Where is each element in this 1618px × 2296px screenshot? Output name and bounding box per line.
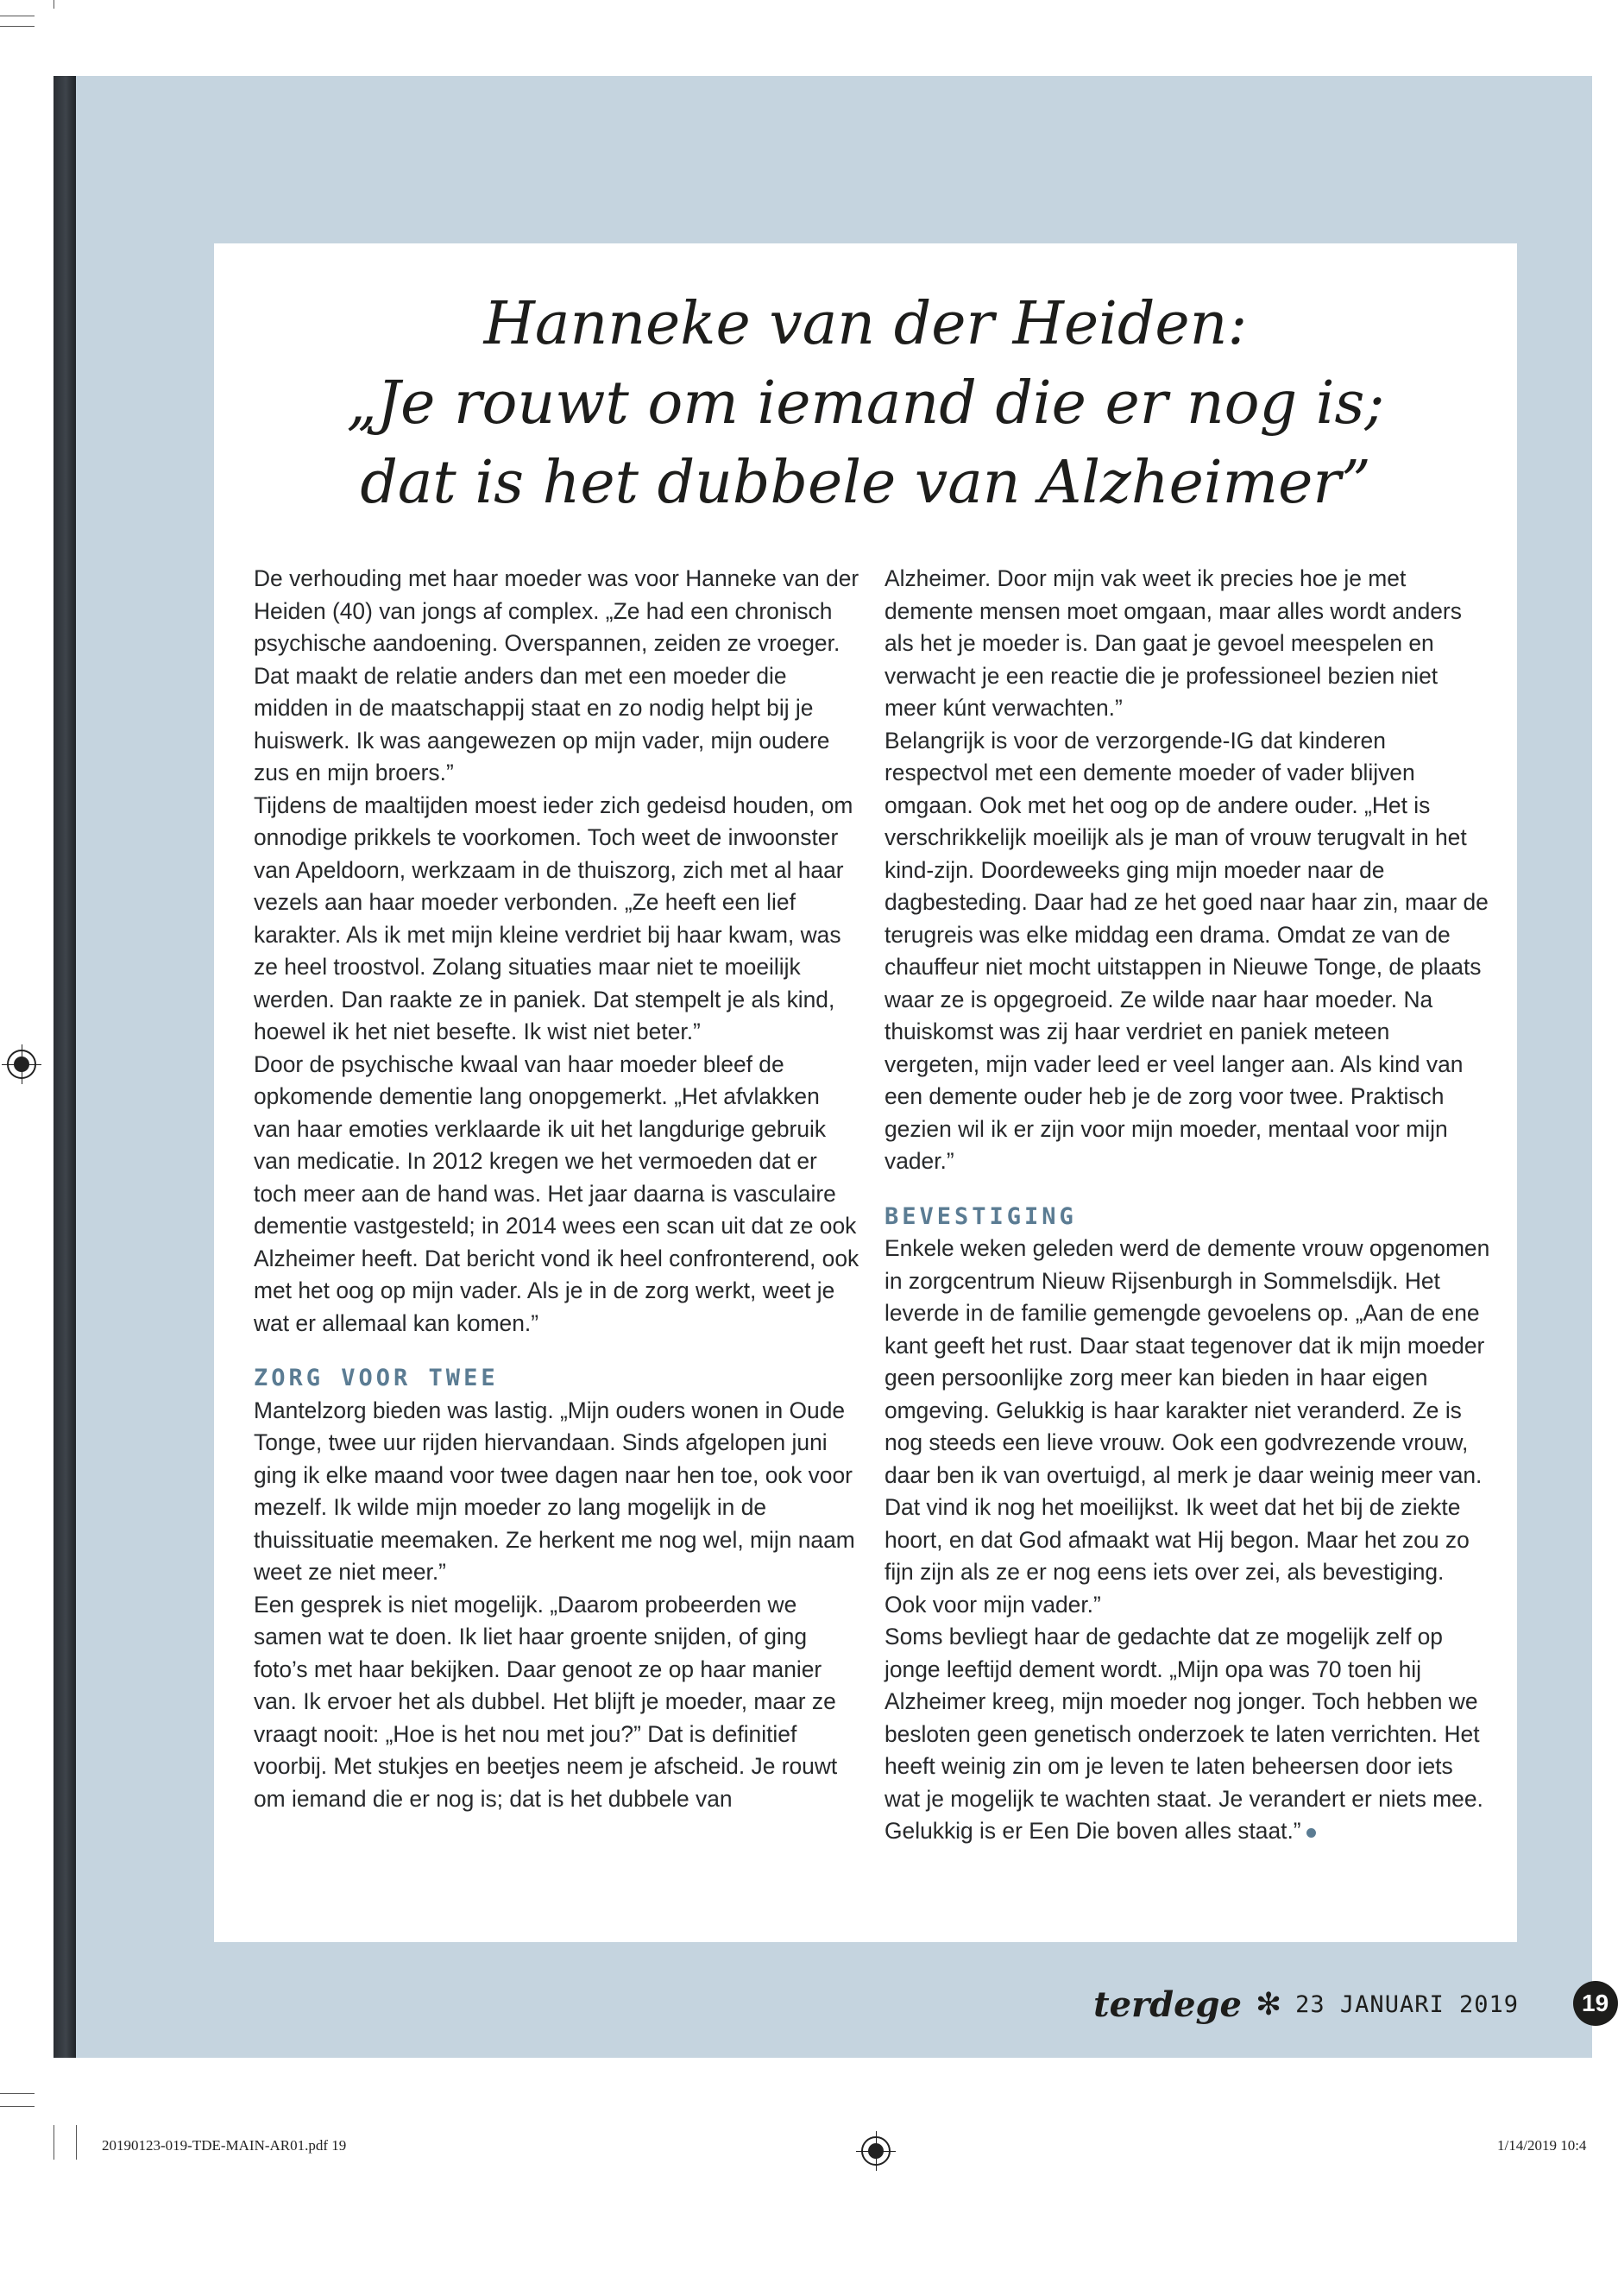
paragraph: Een gesprek is niet mogelijk. „Daarom probeerden we samen wat te doen. Ik liet haar groente snijden, of ging foto’s met haar bekijken. Daar genoot ze op haar manier van. Ik ervoer het als dubbel. Het blijft je moeder, maar ze vraagt nooit: „Hoe is het nou met jou?” Dat is definitief voorbij. Met stukjes en beetjes neem je afscheid. Je rouwt om iemand die er nog is; dat is het dubbele van <box>254 1591 838 1812</box>
paragraph: Belangrijk is voor de verzorgende-IG dat kinderen respectvol met een demente moeder of vader blijven omgaan. Ook met het oog op de andere ouder. „Het is verschrikkelijk moeilijk als je man of vrouw terugvalt in het kind-zijn. Doordeweeks ging mijn moeder naar de dagbesteding. Daar had ze het goed naar haar zin, maar de terugreis was elke middag een drama. Omdat ze van de chauffeur niet mocht uitstappen in Nieuwe Tonge, de plaats waar ze is opgegroeid. Ze wilde naar haar moeder. Na thuiskomst was zij haar verdriet en paniek meteen vergeten, mijn vader leed er veel langer aan. Als kind van een demente ouder heb je de zorg voor twee. Praktisch gezien wil ik er zijn voor mijn moeder, mentaal voor mijn vader.” <box>885 727 1489 1174</box>
paragraph: Tijdens de maaltijden moest ieder zich gedeisd houden, om onnodige prikkels te voorkomen. Toch weet de inwoonster van Apeldoorn, werkzaam in de thuiszorg, zich met al haar vezels aan haar moeder verbonden. „Ze heeft een lief karakter. Als ik met mijn kleine verdriet bij haar kwam, was ze heel troostvol. Zolang situaties maar niet te moeilijk werden. Dan raakte ze in paniek. Dat stempelt je als kind, hoewel ik het niet besefte. Ik wist niet beter.” <box>254 792 853 1044</box>
registration-mark-icon <box>861 2136 891 2166</box>
title-line-2: „Je rouwt om iemand die er nog is; <box>346 369 1385 438</box>
issue-date: 23 JANUARI 2019 <box>1295 1990 1519 2018</box>
page-footer <box>1093 1982 1519 2027</box>
crop-mark <box>0 26 35 27</box>
paragraph <box>885 1621 1490 1848</box>
paragraph: De verhouding met haar moeder was voor Hanneke van der Heiden (40) van jongs af complex. „Ze had een chronisch psychische aandoening. Overspannen, zeiden ze vroeger. Dat maakt de relatie anders dan met een moeder die midden in de maatschappij staat en zo nodig helpt bij je huiswerk. Ik was aangewezen op mijn vader, mijn oudere zus en mijn broers.” <box>254 565 859 785</box>
paragraph: Mantelzorg bieden was lastig. „Mijn ouders wonen in Oude Tonge, twee uur rijden hiervandaan. Sinds afgelopen juni ging ik elke maand voor twee dagen naar hen toe, ook voor mezelf. Ik wilde mijn moeder zo lang mogelijk in de thuissituatie meemaken. Ze herkent me nog wel, mijn naam weet ze niet meer.” <box>254 1397 855 1585</box>
magazine-logo: terdege <box>1093 1984 1242 2025</box>
section-heading-zorg-voor-twee: ZORG VOOR TWEE <box>254 1365 499 1391</box>
print-slug-filename: 20190123-019-TDE-MAIN-AR01.pdf 19 <box>102 2137 347 2154</box>
title-line-1: Hanneke van der Heiden: <box>483 290 1248 358</box>
registration-mark-icon <box>7 1050 36 1079</box>
article-column-right <box>885 563 1490 1848</box>
crop-mark <box>0 2093 35 2094</box>
paragraph-text: Soms bevliegt haar de gedachte dat ze mogelijk zelf op jonge leeftijd dement wordt. „Mijn opa was 70 toen hij Alzheimer kreeg, mijn moeder nog jonger. Toch hebben we besloten geen genetisch onderzoek te laten verrichten. Het heeft weinig zin om je leven te laten beheersen door iets wat je mogelijk te wachten staat. Je verandert er niets mee. Gelukkig is er Een Die boven alles staat.” <box>885 1624 1483 1844</box>
print-slug-timestamp: 1/14/2019 10:4 <box>1497 2137 1587 2154</box>
paragraph: Door de psychische kwaal van haar moeder bleef de opkomende dementie lang onopgemerkt. „Het afvlakken van haar emoties verklaarde ik uit het langdurige gebruik van medicatie. In 2012 kregen we het vermoeden dat er toch meer aan de hand was. Het jaar daarna is vasculaire dementie vastgesteld; in 2014 wees een scan uit dat ze ook Alzheimer heeft. Dat bericht vond ik heel confronterend, ook met het oog op mijn vader. Als je in de zorg werkt, weet je wat er allemaal kan komen.” <box>254 1050 859 1336</box>
photo-edge-strip <box>54 76 76 2058</box>
section-heading-bevestiging: BEVESTIGING <box>885 1202 1077 1230</box>
article-column-left <box>254 563 859 1815</box>
paragraph: Enkele weken geleden werd de demente vrouw opgenomen in zorgcentrum Nieuw Rijsenburgh in Sommelsdijk. Het leverde in de familie gemengde gevoelens op. „Aan de ene kant geeft het rust. Daar staat tegenover dat ik mijn moeder geen persoonlijke zorg meer kan bieden in haar eigen omgeving. Gelukkig is haar karakter niet veranderd. Ze is nog steeds een lieve vrouw. Ook een godvrezende vrouw, daar ben ik van overtuigd, al merk je daar weinig meer van. Dat vind ik nog het moeilijkst. Ik weet dat het bij de ziekte hoort, en dat God afmaakt wat Hij begon. Maar het zou zo fijn zijn als ze er nog eens iets over zei, als bevestiging. Ook voor mijn vader.” <box>885 1235 1490 1618</box>
asterisk-icon: ✻ <box>1255 1986 1282 2022</box>
end-mark-icon <box>1306 1828 1316 1838</box>
crop-mark <box>0 2106 35 2107</box>
title-line-3: dat is het dubbele van Alzheimer” <box>360 449 1371 517</box>
article-title <box>214 285 1517 523</box>
paragraph: Alzheimer. Door mijn vak weet ik precies hoe je met demente mensen moet omgaan, maar alles wordt anders als het je moeder is. Dan gaat je gevoel meespelen en verwacht je een reactie die je professioneel bezien niet meer kúnt verwachten.” <box>885 565 1462 721</box>
page-number-badge: 19 <box>1573 1981 1618 2026</box>
crop-mark <box>76 2125 77 2160</box>
